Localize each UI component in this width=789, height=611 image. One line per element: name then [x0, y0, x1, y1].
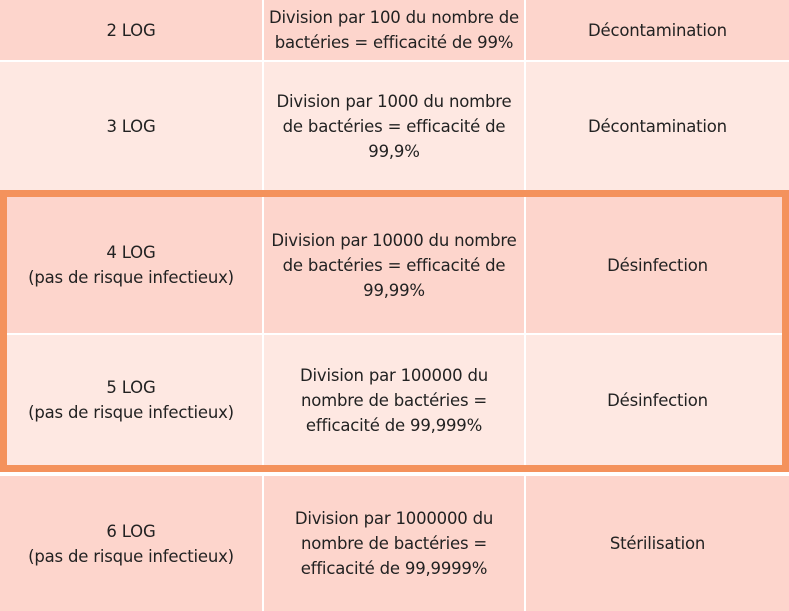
table-row — [0, 62, 789, 190]
category-cell: Décontamination — [588, 116, 727, 136]
level-cell: 4 LOG (pas de risque infectieux) — [0, 197, 264, 333]
table-row — [0, 476, 789, 611]
description-cell: Division par 1000000 du nombre de bactéries = efficacité de 99,9999% — [264, 476, 526, 611]
category-cell: Désinfection — [607, 255, 708, 275]
table-row — [0, 0, 789, 60]
description-cell: Division par 100 du nombre de bactéries = efficacité de 99% — [264, 0, 526, 60]
description-cell: Division par 10000 du nombre de bactéries = efficacité de 99,99% — [264, 197, 526, 333]
description-cell: Division par 1000 du nombre de bactéries = efficacité de 99,9% — [264, 62, 526, 190]
level-cell: 5 LOG (pas de risque infectieux) — [0, 335, 264, 465]
table-row — [0, 197, 789, 333]
level-cell: 6 LOG (pas de risque infectieux) — [0, 476, 264, 611]
level-cell: 3 LOG — [0, 62, 264, 190]
category-cell: Désinfection — [607, 390, 708, 410]
description-cell: Division par 100000 du nombre de bactéries = efficacité de 99,999% — [264, 335, 526, 465]
category-cell: Stérilisation — [609, 534, 706, 553]
level-cell: 2 LOG — [0, 0, 264, 60]
category-cell: Décontamination — [588, 20, 727, 40]
table-row — [0, 335, 789, 465]
